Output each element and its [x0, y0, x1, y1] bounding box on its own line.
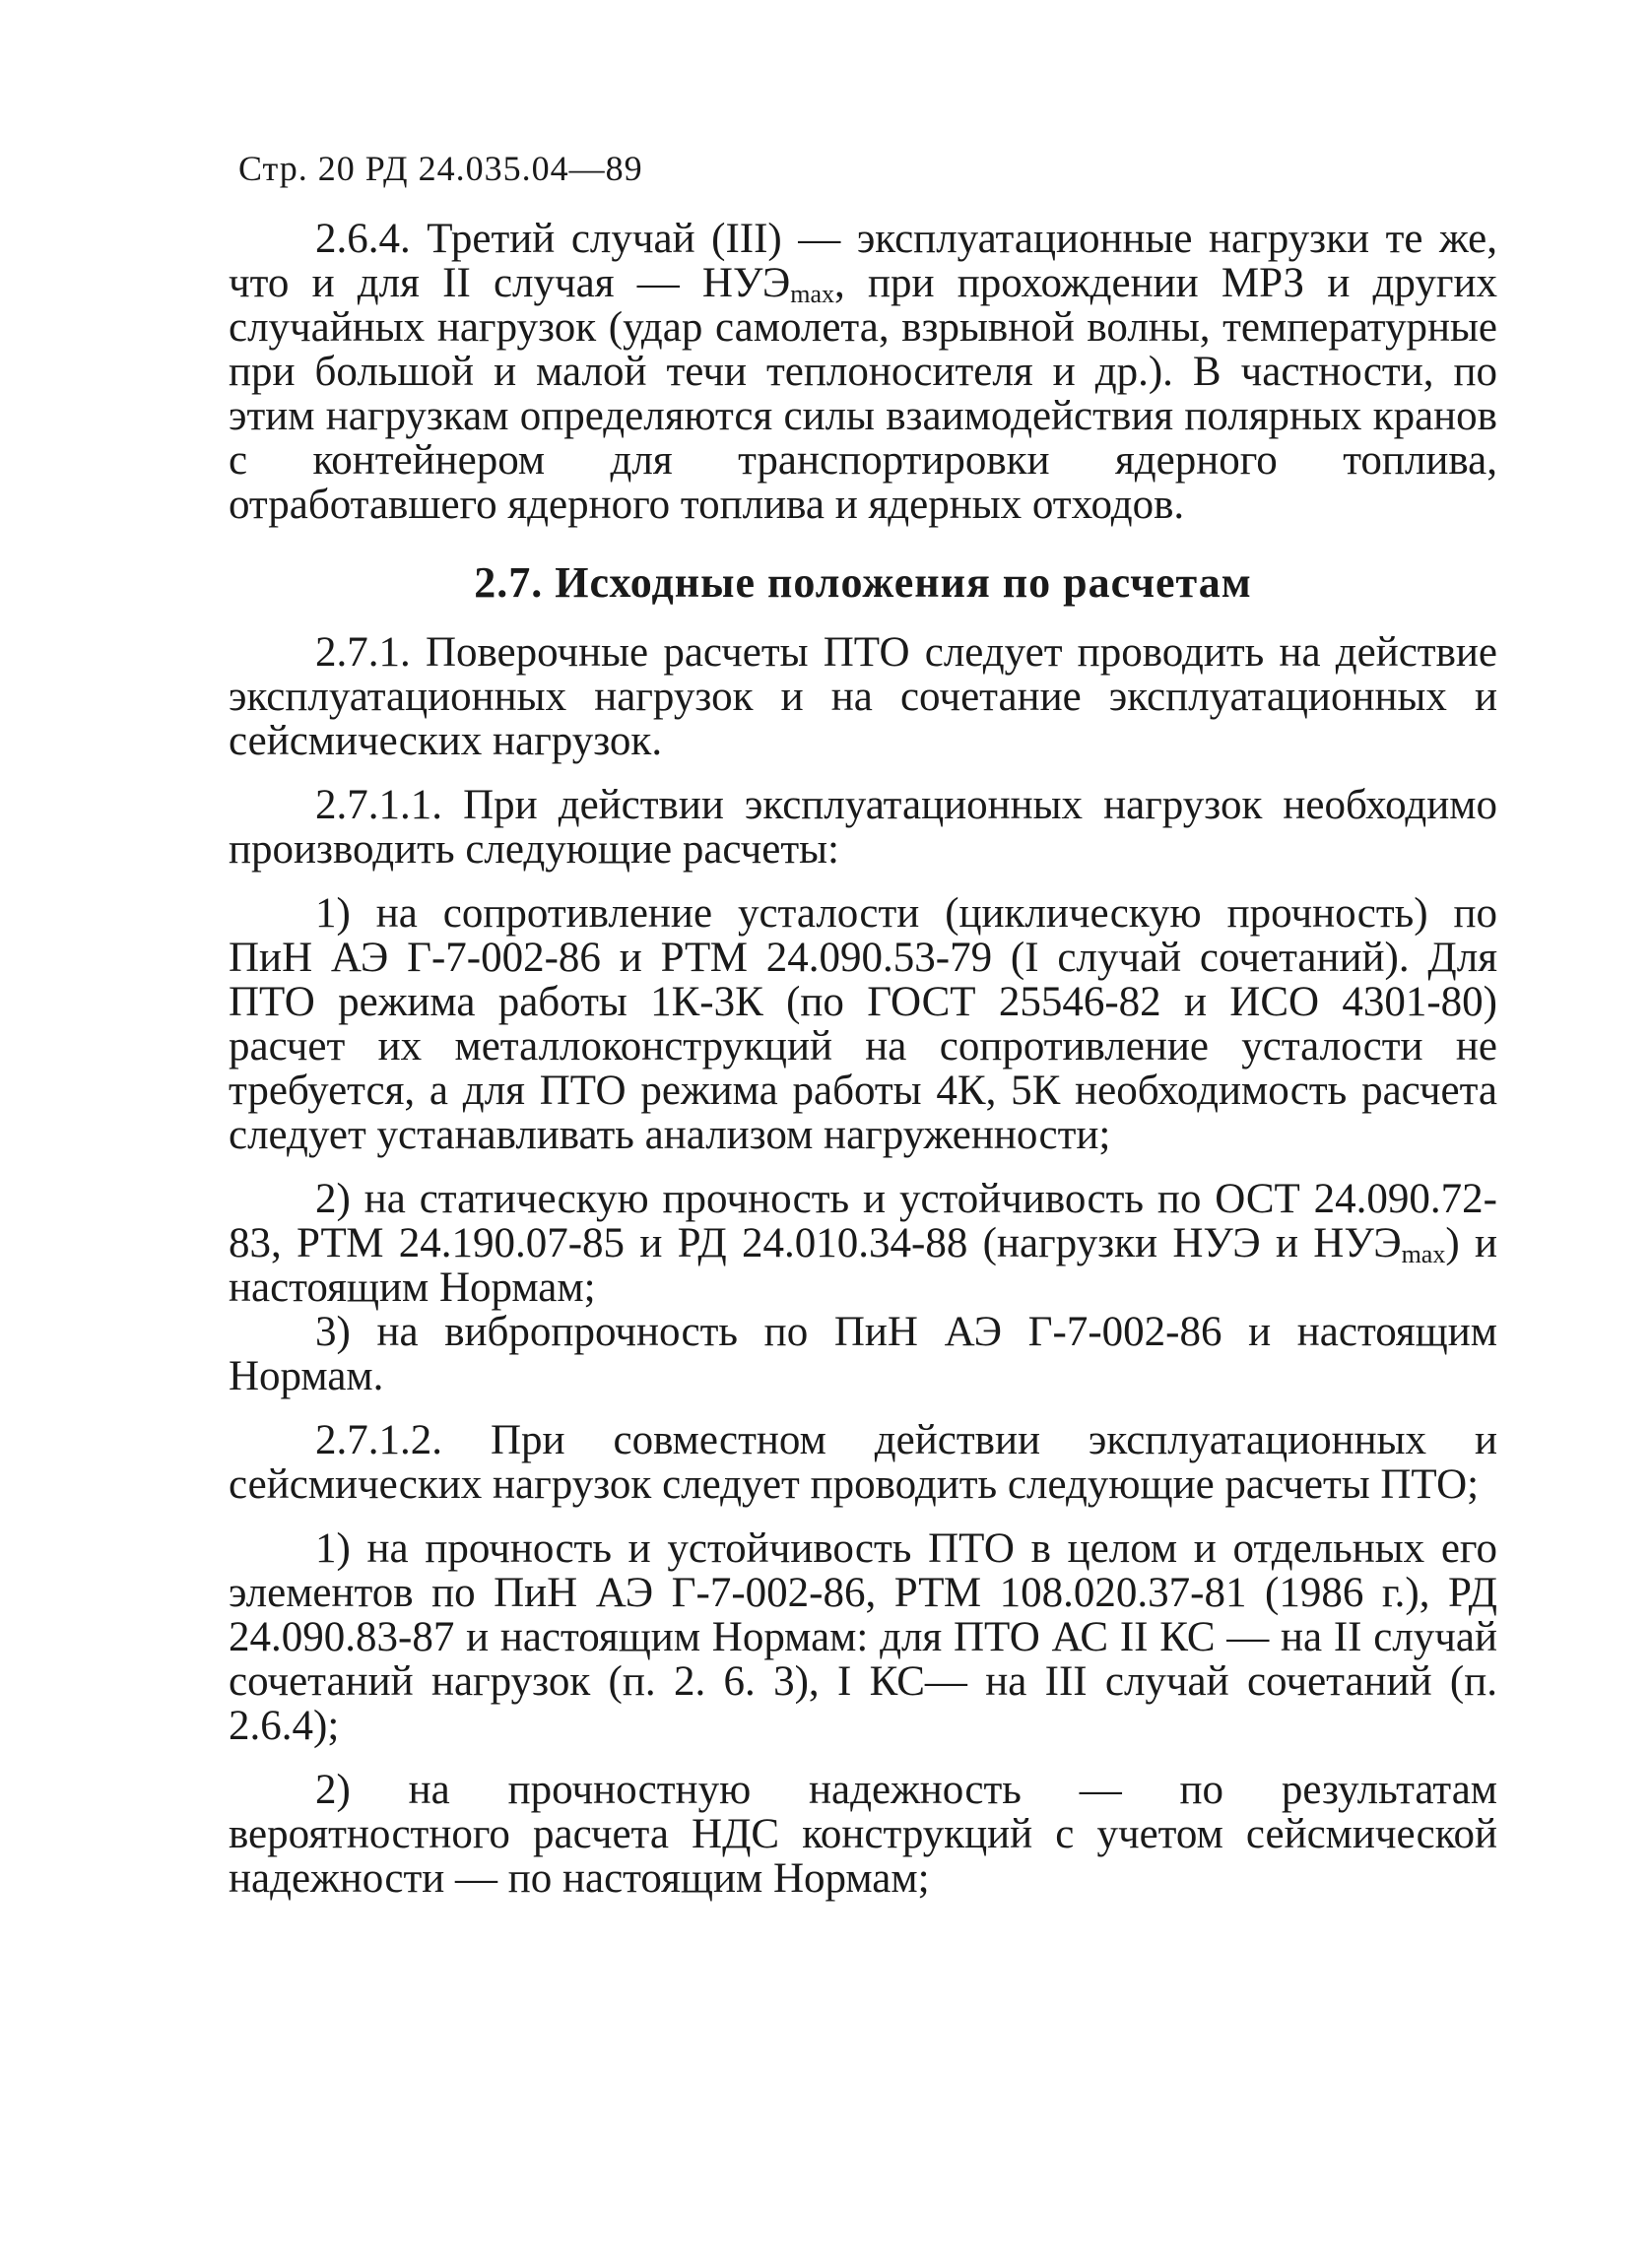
list-item-2-7-1-2-1: 1) на прочность и устойчивость ПТО в целом и отдельных его элементов по ПиН АЭ Г-7-002-86, РТМ 108.020.37-81 (1986 г.), РД 24.090.83-87 и настоящим Нормам: для ПТО АС II КС — на II случай сочетаний нагрузок (п. 2. 6. 3), I КС— на III случай сочетаний (п. 2.6.4); — [229, 1525, 1497, 1749]
list-item-2-7-1-1-2 — [229, 1177, 1497, 1310]
list-item-2-7-1-1-1: 1) на сопротивление усталости (циклическую прочность) по ПиН АЭ Г-7-002-86 и РТМ 24.090.53-79 (I случай сочетаний). Для ПТО режима работы 1К-3К (по ГОСТ 25546-82 и ИСО 4301-80) расчет их металлоконструкций на сопротивление усталости не требуется, а для ПТО режима работы 4К, 5К необходимость расчета следует устанавливать анализом нагруженности; — [229, 890, 1497, 1158]
list-item-2-7-1-2-2: 2) на прочностную надежность — по результатам вероятностного расчета НДС конструкций с учетом сейсмической надежности — по настоящим Нормам; — [229, 1767, 1497, 1902]
section-heading-2-7: 2.7. Исходные положения по расчетам — [474, 558, 1252, 607]
paragraph-2-6-4-text-end: , при прохождении МРЗ и других случайных нагрузок (удар самолета, взрывной волны, температурные при большой и малой течи теплоносителя и др.). В частности, по этим нагрузкам определяются силы взаимодействия полярных кранов с контейнером для транспортировки ядерного топлива, отработавшего ядерного топлива и ядерных отходов. — [229, 260, 1498, 528]
paragraph-2-7-1: 2.7.1. Поверочные расчеты ПТО следует проводить на действие эксплуатационных нагрузок и на сочетание эксплуатационных и сейсмических нагрузок. — [229, 629, 1497, 764]
paragraph-2-6-4 — [229, 217, 1497, 527]
paragraph-2-6-4-text-start: 2.6.4. Третий случай (III) — эксплуатационные нагрузки те же, что и для II случая — НУЭ — [229, 216, 1497, 306]
paragraph-2-7-1-2: 2.7.1.2. При совместном действии эксплуатационных и сейсмических нагрузок следует проводить следующие расчеты ПТО; — [229, 1417, 1497, 1508]
paragraph-2-7-1-1: 2.7.1.1. При действии эксплуатационных нагрузок необходимо производить следующие расчеты: — [229, 782, 1497, 873]
list-item-2-7-1-1-2-text-start: 2) на статическую прочность и устойчивость по ОСТ 24.090.72-83, РТМ 24.190.07-85 и РД 24.010.34-88 (нагрузки НУЭ и НУЭ — [229, 1176, 1497, 1266]
list-item-2-7-1-1-2-text-end: ) и настоящим Нормам; — [229, 1220, 1497, 1311]
document-body — [229, 217, 1497, 1901]
list-item-2-7-1-1-3: 3) на вибропрочность по ПиН АЭ Г-7-002-86 и настоящим Нормам. — [229, 1309, 1497, 1399]
page-header: Стр. 20 РД 24.035.04—89 — [238, 149, 643, 188]
subscript-max: max — [1401, 1240, 1446, 1268]
subscript-max: max — [790, 280, 835, 308]
